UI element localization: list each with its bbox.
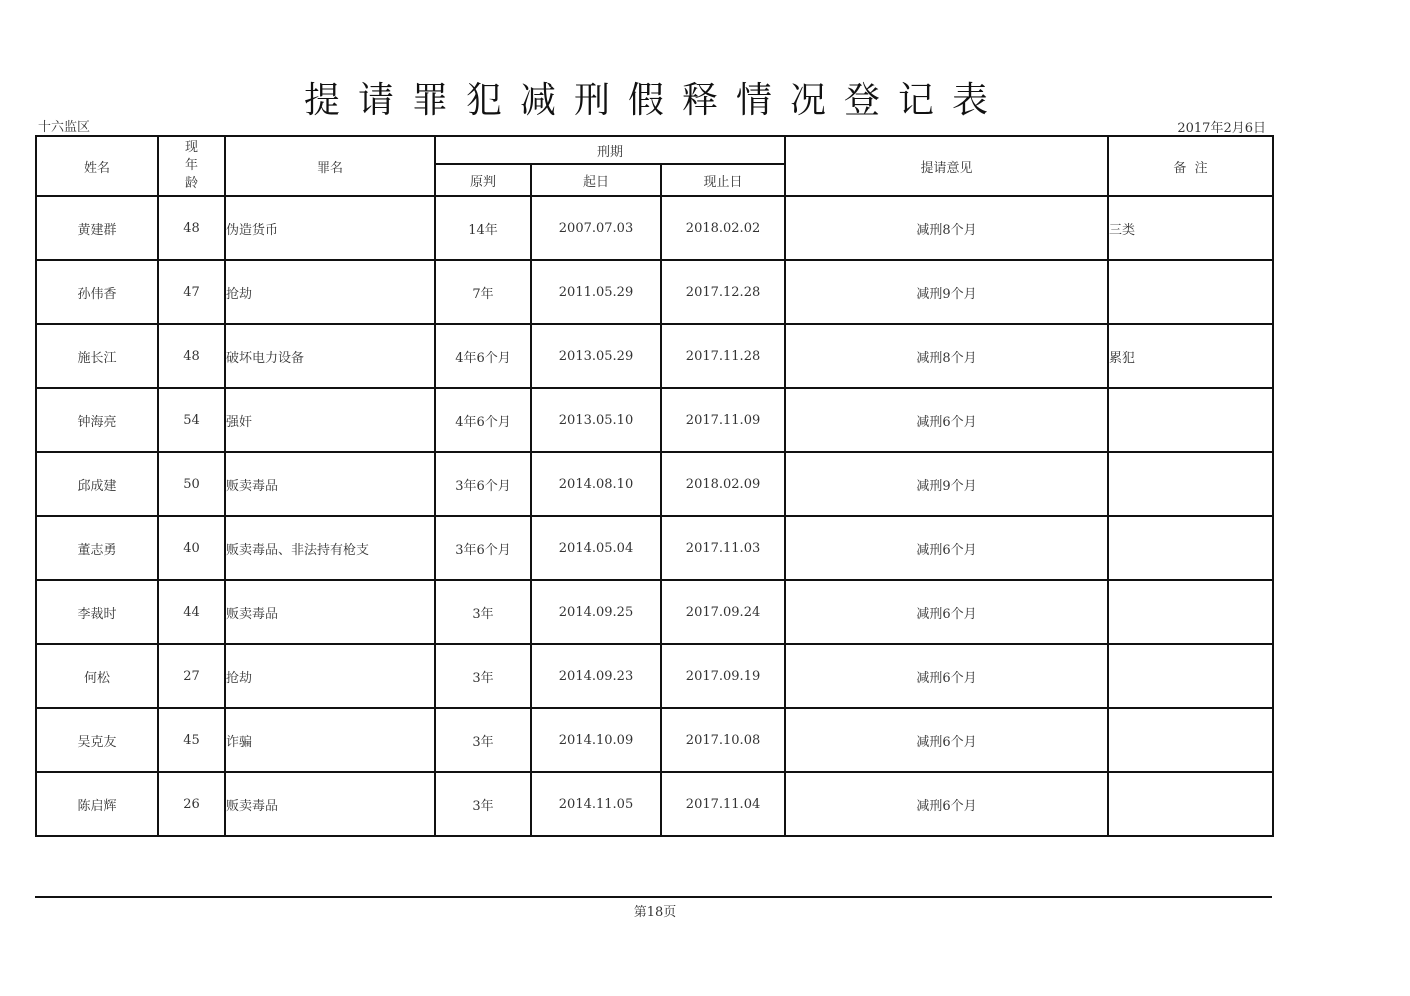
- cell-age: 50: [158, 452, 225, 516]
- cell-crime: 强奸: [225, 388, 435, 452]
- cell-remarks: [1108, 708, 1273, 772]
- cell-original: 3年: [435, 708, 531, 772]
- header-age-line3: 龄: [184, 176, 198, 191]
- cell-start: 2014.09.25: [531, 580, 661, 644]
- cell-start: 2007.07.03: [531, 196, 661, 260]
- cell-age: 54: [158, 388, 225, 452]
- cell-start: 2013.05.29: [531, 324, 661, 388]
- cell-proposal: 减刑8个月: [785, 196, 1108, 260]
- cell-original: 3年: [435, 644, 531, 708]
- header-end-date: 现止日: [661, 164, 785, 196]
- cell-end: 2017.09.24: [661, 580, 785, 644]
- cell-end: 2017.10.08: [661, 708, 785, 772]
- table-row: [36, 516, 1273, 580]
- cell-end: 2017.12.28: [661, 260, 785, 324]
- cell-age: 45: [158, 708, 225, 772]
- table-row: [36, 196, 1273, 260]
- table-row: [36, 452, 1273, 516]
- cell-start: 2014.11.05: [531, 772, 661, 836]
- table-row: [36, 260, 1273, 324]
- cell-remarks: [1108, 388, 1273, 452]
- cell-end: 2017.11.28: [661, 324, 785, 388]
- cell-age: 44: [158, 580, 225, 644]
- cell-name: 董志勇: [36, 516, 158, 580]
- cell-crime: 抢劫: [225, 260, 435, 324]
- cell-end: 2017.11.09: [661, 388, 785, 452]
- header-crime: 罪名: [225, 136, 435, 196]
- cell-crime: 贩卖毒品: [225, 580, 435, 644]
- cell-original: 3年6个月: [435, 516, 531, 580]
- cell-remarks: [1108, 516, 1273, 580]
- cell-remarks: [1108, 772, 1273, 836]
- cell-start: 2013.05.10: [531, 388, 661, 452]
- cell-name: 李裁时: [36, 580, 158, 644]
- cell-end: 2017.11.03: [661, 516, 785, 580]
- cell-start: 2014.05.04: [531, 516, 661, 580]
- cell-remarks: 三类: [1108, 196, 1273, 260]
- cell-crime: 贩卖毒品: [225, 452, 435, 516]
- cell-end: 2018.02.02: [661, 196, 785, 260]
- cell-start: 2014.10.09: [531, 708, 661, 772]
- cell-original: 14年: [435, 196, 531, 260]
- cell-proposal: 减刑6个月: [785, 772, 1108, 836]
- cell-proposal: 减刑9个月: [785, 260, 1108, 324]
- cell-crime: 贩卖毒品: [225, 772, 435, 836]
- cell-proposal: 减刑6个月: [785, 580, 1108, 644]
- prison-unit-label: 十六监区: [38, 120, 91, 135]
- cell-crime: 伪造货币: [225, 196, 435, 260]
- cell-end: 2018.02.09: [661, 452, 785, 516]
- header-age-line1: 现: [184, 140, 198, 155]
- cell-proposal: 减刑9个月: [785, 452, 1108, 516]
- cell-proposal: 减刑6个月: [785, 644, 1108, 708]
- cell-start: 2014.08.10: [531, 452, 661, 516]
- cell-age: 48: [158, 324, 225, 388]
- cell-name: 孙伟香: [36, 260, 158, 324]
- cell-crime: 抢劫: [225, 644, 435, 708]
- cell-remarks: [1108, 580, 1273, 644]
- cell-original: 3年: [435, 772, 531, 836]
- cell-original: 3年: [435, 580, 531, 644]
- cell-proposal: 减刑8个月: [785, 324, 1108, 388]
- document-date: 2017年2月6日: [1177, 121, 1266, 136]
- page-number: 第18页: [633, 905, 677, 920]
- cell-original: 7年: [435, 260, 531, 324]
- table-row: [36, 324, 1273, 388]
- table-row: [36, 580, 1273, 644]
- header-start-date: 起日: [531, 164, 661, 196]
- cell-name: 邱成建: [36, 452, 158, 516]
- cell-crime: 诈骗: [225, 708, 435, 772]
- registration-table: [35, 135, 1274, 837]
- document-title: 提请罪犯减刑假释情况登记表: [303, 80, 1006, 121]
- table-row: [36, 772, 1273, 836]
- cell-remarks: [1108, 452, 1273, 516]
- header-remarks: 备 注: [1108, 136, 1273, 196]
- cell-name: 吴克友: [36, 708, 158, 772]
- header-age: [158, 136, 225, 196]
- cell-original: 4年6个月: [435, 388, 531, 452]
- cell-name: 施长江: [36, 324, 158, 388]
- table-row: [36, 644, 1273, 708]
- cell-crime: 贩卖毒品、非法持有枪支: [225, 516, 435, 580]
- cell-age: 47: [158, 260, 225, 324]
- cell-crime: 破坏电力设备: [225, 324, 435, 388]
- cell-name: 陈启辉: [36, 772, 158, 836]
- cell-age: 26: [158, 772, 225, 836]
- cell-remarks: [1108, 260, 1273, 324]
- header-sentence-group: 刑期: [435, 136, 785, 164]
- table-row: [36, 388, 1273, 452]
- cell-proposal: 减刑6个月: [785, 708, 1108, 772]
- cell-age: 27: [158, 644, 225, 708]
- cell-remarks: 累犯: [1108, 324, 1273, 388]
- cell-original: 3年6个月: [435, 452, 531, 516]
- table-row: [36, 708, 1273, 772]
- cell-start: 2011.05.29: [531, 260, 661, 324]
- footer-divider: [35, 896, 1272, 898]
- cell-end: 2017.11.04: [661, 772, 785, 836]
- cell-name: 钟海亮: [36, 388, 158, 452]
- cell-name: 黄建群: [36, 196, 158, 260]
- cell-name: 何松: [36, 644, 158, 708]
- cell-end: 2017.09.19: [661, 644, 785, 708]
- cell-start: 2014.09.23: [531, 644, 661, 708]
- header-name: 姓名: [36, 136, 158, 196]
- header-original-sentence: 原判: [435, 164, 531, 196]
- header-proposal: 提请意见: [785, 136, 1108, 196]
- cell-proposal: 减刑6个月: [785, 388, 1108, 452]
- cell-age: 40: [158, 516, 225, 580]
- cell-proposal: 减刑6个月: [785, 516, 1108, 580]
- cell-original: 4年6个月: [435, 324, 531, 388]
- cell-remarks: [1108, 644, 1273, 708]
- header-age-line2: 年: [184, 158, 198, 173]
- cell-age: 48: [158, 196, 225, 260]
